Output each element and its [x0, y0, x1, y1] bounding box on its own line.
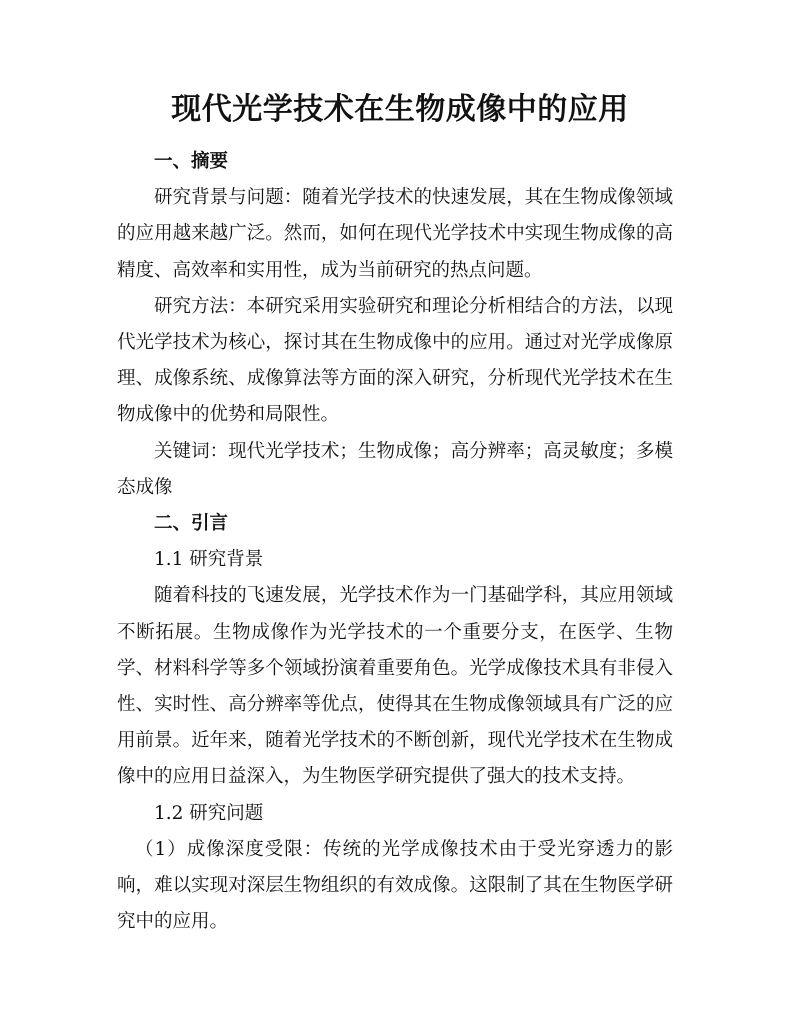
- subsection-title-problems: 1.2 研究问题: [154, 802, 264, 824]
- section-heading-abstract: 一、摘要: [154, 151, 229, 172]
- subsection-title-background: 1.1 研究背景: [154, 549, 264, 571]
- section-heading-introduction: 二、引言: [154, 513, 229, 535]
- abstract-keywords-paragraph: 关键词：现代光学技术；生物成像；高分辨率；高灵敏度；多模态成像: [117, 440, 673, 498]
- abstract-methods-paragraph: 研究方法：本研究采用实验研究和理论分析相结合的方法，以现代光学技术为核心，探讨其在生物成像中的应用。通过对光学成像原理、成像系统、成像算法等方面的深入研究，分析现代光学技术在生物成像中的优势和局限性。: [117, 295, 673, 426]
- abstract-background-paragraph: 研究背景与问题：随着光学技术的快速发展，其在生物成像领域的应用越来越广泛。然而，如何在现代光学技术中实现生物成像的高精度、高效率和实用性，成为当前研究的热点问题。: [117, 187, 673, 281]
- page-title: 现代光学技术在生物成像中的应用: [171, 92, 629, 127]
- background-paragraph: 随着科技的飞速发展，光学技术作为一门基础学科，其应用领域不断拓展。生物成像作为光学技术的一个重要分支，在医学、生物学、材料科学等多个领域扮演着重要角色。光学成像技术具有非侵入性、实时性、高分辨率等优点，使得其在生物成像领域具有广泛的应用前景。近年来，随着光学技术的不断创新，现代光学技术在生物成像中的应用日益深入，为生物医学研究提供了强大的技术支持。: [117, 585, 673, 788]
- document-body: [117, 144, 673, 940]
- problem-item-1: （1）成像深度受限：传统的光学成像技术由于受光穿透力的影响，难以实现对深层生物组织的有效成像。这限制了其在生物医学研究中的应用。: [117, 838, 673, 933]
